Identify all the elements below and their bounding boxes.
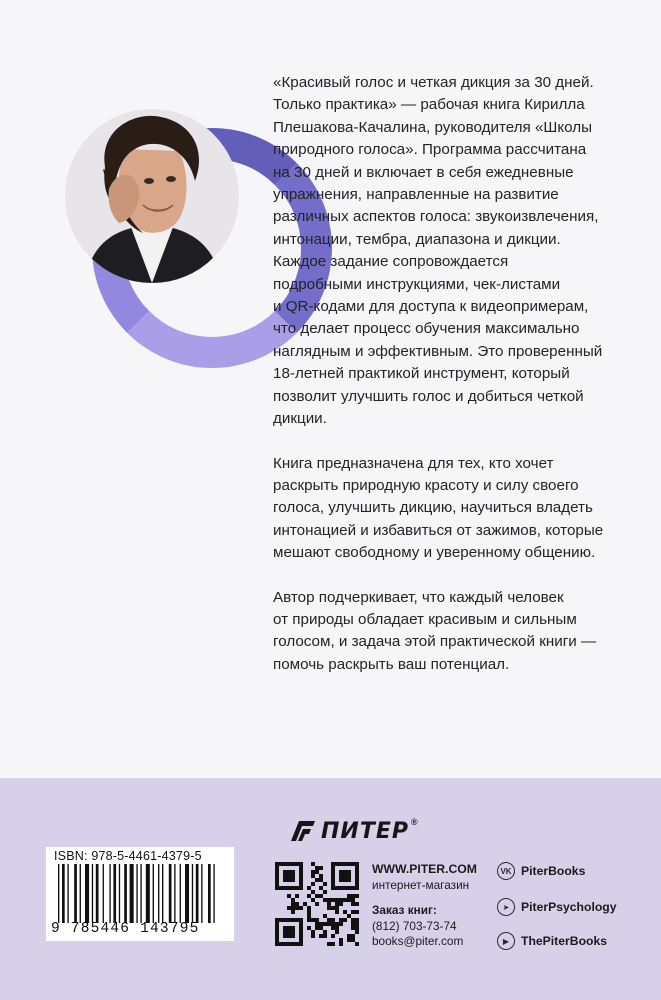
qr-module [339, 902, 343, 906]
qr-module [323, 882, 327, 886]
text-line: подробными инструкциями, чек-листами [273, 275, 561, 293]
qr-module [339, 870, 351, 882]
author-photo [65, 109, 239, 283]
qr-module [339, 938, 343, 942]
text-line: «Красивый голос и четкая дикция за 30 дней. [273, 74, 594, 91]
qr-module [327, 902, 331, 906]
text-line: мешают свободному и уверенному общению. [273, 544, 596, 562]
qr-module [319, 926, 323, 930]
qr-module [351, 934, 355, 938]
text-line: природного голоса». Программа рассчитана [273, 141, 587, 159]
qr-module [303, 902, 307, 906]
text-line: раскрыть природную красоту и силу своего [273, 476, 579, 494]
description-paragraph-2 [273, 453, 633, 565]
barcode-bar [192, 864, 193, 923]
qr-module [351, 898, 355, 902]
text-line: голосом, и задача этой практической книги — [273, 633, 597, 651]
qr-module [319, 866, 323, 870]
qr-module [351, 894, 355, 898]
qr-module [339, 918, 343, 922]
qr-module [291, 906, 295, 910]
text-line: позволит улучшить голос и добиться четкой [273, 387, 584, 405]
qr-module [323, 890, 327, 894]
barcode-bar [80, 864, 81, 923]
text-line: 18-летней практикой инструмент, который [273, 365, 570, 383]
qr-module [315, 926, 319, 930]
qr-module [307, 886, 311, 890]
barcode-bar [130, 864, 134, 923]
qr-module [315, 902, 319, 906]
qr-module [295, 906, 299, 910]
text-line: интонацией и избавиться от зажимов, которые [273, 521, 604, 539]
qr-module [295, 894, 299, 898]
qr-module [347, 938, 351, 942]
qr-module [355, 926, 359, 930]
qr-module [323, 898, 327, 902]
qr-module [283, 870, 295, 882]
qr-module [307, 910, 311, 914]
qr-module [339, 898, 343, 902]
qr-module [311, 862, 315, 866]
qr-module [331, 934, 335, 938]
description-text [273, 72, 633, 698]
barcode-bar [113, 864, 116, 923]
barcode-bar [153, 864, 154, 923]
text-line: различных аспектов голоса: звукоизвлечения, [273, 208, 599, 226]
barcode-image [58, 864, 226, 923]
qr-module [347, 894, 351, 898]
qr-module [327, 922, 331, 926]
qr-module [331, 906, 335, 910]
qr-module [319, 874, 323, 878]
qr-module [351, 938, 355, 942]
qr-module [323, 934, 327, 938]
qr-module [323, 914, 327, 918]
text-line: Только практика» — рабочая книга Кирилла [273, 96, 585, 114]
barcode-bar [109, 864, 110, 923]
qr-module [315, 878, 319, 882]
qr-module [291, 910, 295, 914]
barcode-bar [213, 864, 214, 923]
vk-icon: VK [497, 862, 515, 880]
qr-module [311, 882, 315, 886]
barcode-bar [201, 864, 202, 923]
qr-module [319, 922, 323, 926]
qr-module [311, 898, 315, 902]
social-telegram[interactable] [497, 898, 617, 916]
qr-module [315, 918, 319, 922]
qr-module [355, 922, 359, 926]
play-icon: ▶ [497, 932, 515, 950]
qr-module [335, 910, 339, 914]
qr-module [355, 918, 359, 922]
qr-module [343, 910, 347, 914]
qr-module [311, 874, 315, 878]
qr-module [307, 894, 311, 898]
qr-module [335, 926, 339, 930]
qr-module [307, 914, 311, 918]
social-label: PiterPsychology [521, 900, 617, 914]
qr-module [335, 906, 339, 910]
order-email[interactable]: books@piter.com [372, 934, 464, 948]
qr-module [335, 898, 339, 902]
barcode-bar [119, 864, 120, 923]
barcode-bar [180, 864, 181, 923]
qr-module [351, 910, 355, 914]
text-line: на 30 дней и включает в себя ежедневные [273, 163, 574, 181]
qr-module [351, 926, 355, 930]
qr-module [315, 922, 319, 926]
publisher-contacts [372, 862, 477, 950]
qr-module [295, 902, 299, 906]
barcode-bar [140, 864, 141, 923]
qr-module [315, 870, 319, 874]
qr-module [355, 942, 359, 946]
qr-module [331, 898, 335, 902]
qr-module [311, 934, 315, 938]
qr-module [351, 918, 355, 922]
barcode-bar [174, 864, 175, 923]
qr-module [347, 934, 351, 938]
order-phone: (812) 703-73-74 [372, 918, 457, 933]
qr-module [327, 942, 331, 946]
qr-module [311, 918, 315, 922]
qr-module [331, 922, 335, 926]
text-line: Каждое задание сопровождается [273, 253, 509, 271]
qr-module [319, 934, 323, 938]
qr-module [323, 930, 327, 934]
qr-module [315, 866, 319, 870]
barcode-bar [67, 864, 68, 923]
publisher-shop-label: интернет-магазин [372, 877, 470, 892]
piter-logo-icon [289, 819, 317, 843]
barcode-bar [124, 864, 127, 923]
qr-module [283, 926, 295, 938]
telegram-icon: ➤ [497, 898, 515, 916]
qr-module [335, 902, 339, 906]
text-line: наглядным и эффективным. Это проверенный [273, 342, 603, 360]
qr-module [327, 898, 331, 902]
text-line: дикции. [273, 410, 327, 428]
qr-module [339, 922, 343, 926]
text-line: голоса, улучшить дикцию, научиться владеть [273, 499, 593, 517]
text-line: помочь раскрыть ваш потенциал. [273, 655, 510, 673]
text-line: Автор подчеркивает, что каждый человек [273, 588, 564, 606]
barcode-bar [92, 864, 93, 923]
qr-module [319, 886, 323, 890]
barcode-bar [169, 864, 172, 923]
qr-module [355, 894, 359, 898]
barcode-digits: 9 785446 143795 [51, 921, 200, 937]
qr-module [307, 918, 311, 922]
qr-module [335, 922, 339, 926]
qr-module [331, 926, 335, 930]
registered-mark: ® [410, 817, 418, 827]
qr-module [307, 926, 311, 930]
qr-module [331, 918, 335, 922]
barcode-bar [85, 864, 89, 923]
qr-module [351, 922, 355, 926]
text-line: от природы обладает красивым и сильным [273, 610, 577, 628]
description-paragraph-3 [273, 587, 633, 677]
isbn-label: ISBN: 978-5-4461-4379-5 [54, 849, 202, 863]
qr-module [335, 930, 339, 934]
qr-module [319, 894, 323, 898]
qr-module [291, 902, 295, 906]
barcode-bar [162, 864, 163, 923]
barcode-bar [196, 864, 199, 923]
barcode-bar [136, 864, 137, 923]
text-line: и QR-кодами для доступа к видеопримерам, [273, 298, 589, 316]
social-label: ThePiterBooks [521, 934, 608, 948]
barcode-bar [185, 864, 189, 923]
qr-module [355, 910, 359, 914]
qr-module [299, 906, 303, 910]
barcode-bar [146, 864, 150, 923]
qr-module [327, 918, 331, 922]
qr-module [343, 898, 347, 902]
publisher-name: ПИТЕР [321, 818, 409, 844]
social-label: PiterBooks [521, 864, 586, 878]
description-paragraph-1 [273, 72, 633, 431]
barcode-bar [58, 864, 59, 923]
qr-module [355, 902, 359, 906]
qr-module [287, 906, 291, 910]
qr-module [351, 902, 355, 906]
qr-module [287, 894, 291, 898]
qr-module [323, 922, 327, 926]
isbn-barcode-block [46, 847, 234, 941]
social-youtube[interactable] [497, 932, 607, 950]
text-line: упражнения, направленные на развитие [273, 186, 559, 204]
barcode-bar [208, 864, 211, 923]
text-line: Книга предназначена для тех, кто хочет [273, 454, 554, 472]
publisher-logo [289, 816, 418, 846]
qr-module [319, 878, 323, 882]
qr-module [343, 918, 347, 922]
barcode-bar [74, 864, 77, 923]
qr-module [327, 906, 331, 910]
qr-module [347, 914, 351, 918]
qr-module [331, 942, 335, 946]
author-portrait-image [65, 109, 239, 283]
qr-module [315, 894, 319, 898]
qr-module [311, 930, 315, 934]
qr-code [275, 862, 359, 946]
barcode-bar [158, 864, 159, 923]
publisher-site[interactable]: WWW.PITER.COM [372, 862, 477, 876]
text-line: Плешакова-Качалина, руководителя «Школы [273, 118, 593, 136]
qr-module [307, 906, 311, 910]
text-line: интонации, тембра, диапазона и дикции. [273, 230, 561, 248]
qr-module [311, 870, 315, 874]
qr-module [311, 890, 315, 894]
qr-module [355, 930, 359, 934]
qr-module [339, 942, 343, 946]
barcode-bar [62, 864, 65, 923]
qr-module [291, 898, 295, 902]
barcode-bar [96, 864, 99, 923]
text-line: что делает процесс обучения максимально [273, 320, 580, 338]
qr-module [347, 898, 351, 902]
barcode-bar [103, 864, 104, 923]
order-label: Заказ книг: [372, 903, 437, 917]
social-vk[interactable] [497, 862, 585, 880]
